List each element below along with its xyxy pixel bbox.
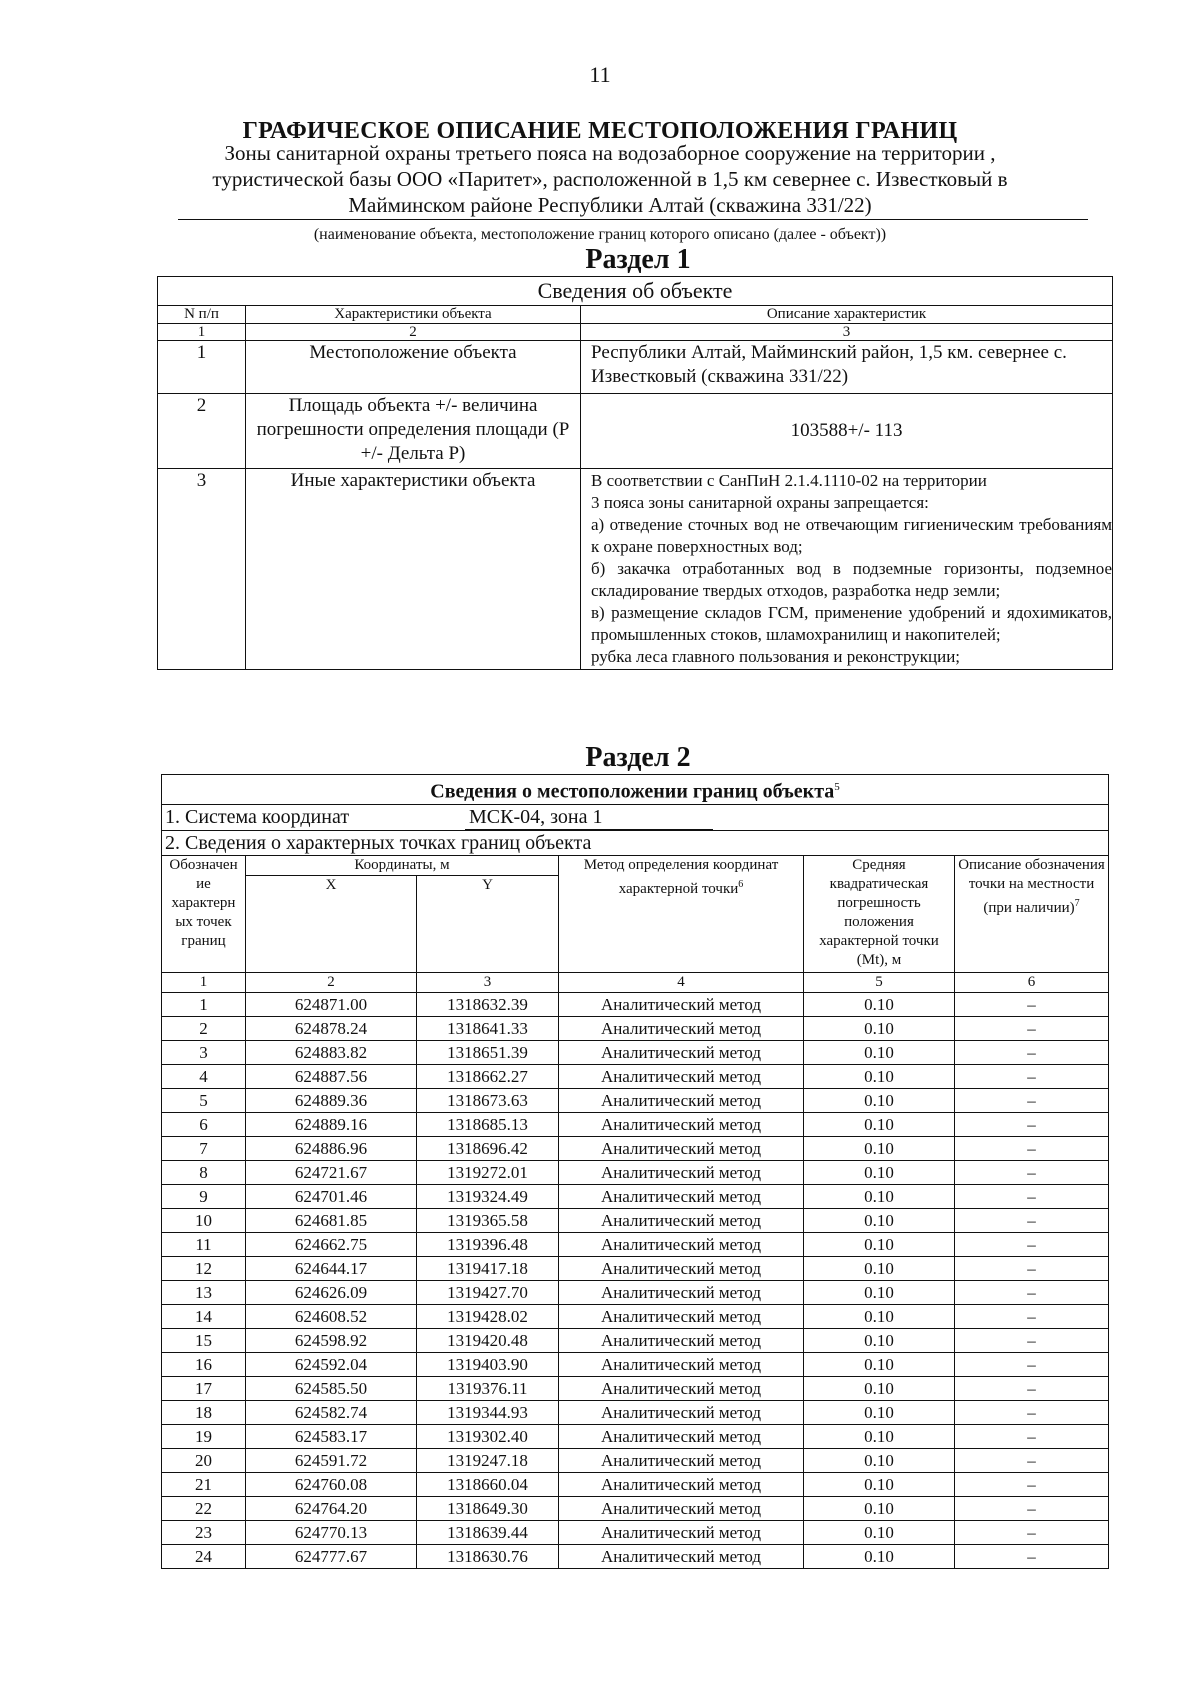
- coordinate-system-value: МСК-04, зона 1: [465, 805, 713, 830]
- point-method: Аналитический метод: [559, 1040, 804, 1064]
- point-error: 0.10: [804, 1256, 955, 1280]
- point-x: 624582.74: [246, 1400, 417, 1424]
- point-y: 1319272.01: [417, 1160, 559, 1184]
- point-y: 1319428.02: [417, 1304, 559, 1328]
- table-row: [162, 1040, 1109, 1064]
- object-caption: (наименование объекта, местоположение границ которого описано (далее - объект)): [313, 226, 887, 243]
- col-number: 5: [804, 972, 955, 992]
- subtitle-line-3: Майминском районе Республики Алтай (скважина 331/22): [348, 193, 872, 217]
- point-number: 13: [162, 1280, 246, 1304]
- table-row: [162, 1520, 1109, 1544]
- point-method: Аналитический метод: [559, 1280, 804, 1304]
- point-error: 0.10: [804, 1232, 955, 1256]
- point-number: 23: [162, 1520, 246, 1544]
- point-y: 1318649.30: [417, 1496, 559, 1520]
- point-number: 24: [162, 1544, 246, 1568]
- point-number: 8: [162, 1160, 246, 1184]
- point-error: 0.10: [804, 1304, 955, 1328]
- restriction-line: а) отведение сточных вод не отвечающим гигиеническим требованиям к охране поверхностных вод;: [591, 515, 1113, 556]
- point-number: 5: [162, 1088, 246, 1112]
- point-description: –: [955, 1232, 1109, 1256]
- row-name: Площадь объекта +/- величина погрешности определения площади (P +/- Дельта P): [246, 394, 581, 469]
- points-body: [162, 992, 1109, 1568]
- boundary-points-table: [161, 774, 1109, 1569]
- restriction-line: рубка леса главного пользования и реконструкции;: [591, 647, 961, 666]
- point-description: –: [955, 1184, 1109, 1208]
- point-method: Аналитический метод: [559, 1184, 804, 1208]
- subtitle-line-1: Зоны санитарной охраны третьего пояса на водозаборное сооружение на территории ,: [224, 141, 996, 165]
- point-number: 11: [162, 1232, 246, 1256]
- point-y: 1319420.48: [417, 1328, 559, 1352]
- point-x: 624770.13: [246, 1520, 417, 1544]
- point-description: –: [955, 1352, 1109, 1376]
- header-description-text: Описание обозначения точки на местности (при наличии): [958, 856, 1105, 916]
- point-description: –: [955, 1424, 1109, 1448]
- row-value: [581, 469, 1113, 670]
- point-error: 0.10: [804, 1160, 955, 1184]
- row-value: Республики Алтай, Майминский район, 1,5 км. севернее с. Известковый (скважина 331/22): [581, 341, 1113, 394]
- point-description: –: [955, 1064, 1109, 1088]
- point-x: 624591.72: [246, 1448, 417, 1472]
- subtitle-line-2: туристической базы ООО «Паритет», расположенной в 1,5 км севернее с. Известковый в: [212, 167, 1008, 191]
- point-error: 0.10: [804, 1064, 955, 1088]
- point-description: –: [955, 992, 1109, 1016]
- point-error: 0.10: [804, 1280, 955, 1304]
- header-coordinates: Координаты, м: [246, 855, 559, 875]
- point-number: 9: [162, 1184, 246, 1208]
- table-row: [162, 1544, 1109, 1568]
- point-number: 7: [162, 1136, 246, 1160]
- point-y: 1319365.58: [417, 1208, 559, 1232]
- point-description: –: [955, 1016, 1109, 1040]
- table-row: [162, 1472, 1109, 1496]
- point-method: Аналитический метод: [559, 1232, 804, 1256]
- row-number: 1: [158, 341, 246, 394]
- point-error: 0.10: [804, 1376, 955, 1400]
- point-method: Аналитический метод: [559, 1304, 804, 1328]
- point-x: 624701.46: [246, 1184, 417, 1208]
- point-y: 1319403.90: [417, 1352, 559, 1376]
- point-number: 17: [162, 1376, 246, 1400]
- document-title: ГРАФИЧЕСКОЕ ОПИСАНИЕ МЕСТОПОЛОЖЕНИЯ ГРАНИЦ: [242, 118, 958, 144]
- point-error: 0.10: [804, 1472, 955, 1496]
- point-x: 624585.50: [246, 1376, 417, 1400]
- point-method: Аналитический метод: [559, 1424, 804, 1448]
- point-x: 624764.20: [246, 1496, 417, 1520]
- row-name: Местоположение объекта: [246, 341, 581, 394]
- table-row: [162, 1088, 1109, 1112]
- point-y: 1319302.40: [417, 1424, 559, 1448]
- point-description: –: [955, 1328, 1109, 1352]
- point-method: Аналитический метод: [559, 1112, 804, 1136]
- point-error: 0.10: [804, 1448, 955, 1472]
- point-error: 0.10: [804, 1520, 955, 1544]
- header-method-text: Метод определения координат характерной точки: [583, 856, 779, 897]
- point-y: 1319376.11: [417, 1376, 559, 1400]
- point-number: 6: [162, 1112, 246, 1136]
- point-number: 20: [162, 1448, 246, 1472]
- point-x: 624887.56: [246, 1064, 417, 1088]
- header-description: [955, 855, 1109, 972]
- point-description: –: [955, 1040, 1109, 1064]
- col-number: 3: [581, 324, 1113, 341]
- point-x: 624626.09: [246, 1280, 417, 1304]
- table-row: [162, 1376, 1109, 1400]
- point-error: 0.10: [804, 1400, 955, 1424]
- point-x: 624644.17: [246, 1256, 417, 1280]
- point-description: –: [955, 1376, 1109, 1400]
- table-row: [162, 992, 1109, 1016]
- point-y: 1318651.39: [417, 1040, 559, 1064]
- point-method: Аналитический метод: [559, 1016, 804, 1040]
- point-method: Аналитический метод: [559, 1136, 804, 1160]
- table-row: [162, 1136, 1109, 1160]
- object-row-other: [158, 469, 1113, 670]
- boundary-table-title-text: Сведения о местоположении границ объекта: [430, 780, 835, 803]
- col-number: 2: [246, 972, 417, 992]
- point-x: 624760.08: [246, 1472, 417, 1496]
- section1-heading: Раздел 1: [585, 244, 691, 275]
- col-header-number: N п/п: [158, 306, 246, 324]
- point-y: 1319417.18: [417, 1256, 559, 1280]
- point-method: Аналитический метод: [559, 1352, 804, 1376]
- point-error: 0.10: [804, 1184, 955, 1208]
- point-description: –: [955, 1472, 1109, 1496]
- table-row: [162, 1112, 1109, 1136]
- point-error: 0.10: [804, 1352, 955, 1376]
- object-row-area: [158, 394, 1113, 469]
- table-row: [162, 1232, 1109, 1256]
- point-method: Аналитический метод: [559, 1472, 804, 1496]
- point-method: Аналитический метод: [559, 1328, 804, 1352]
- point-y: 1319396.48: [417, 1232, 559, 1256]
- table-row: [162, 1424, 1109, 1448]
- point-y: 1318632.39: [417, 992, 559, 1016]
- point-number: 3: [162, 1040, 246, 1064]
- point-number: 21: [162, 1472, 246, 1496]
- point-number: 1: [162, 992, 246, 1016]
- table-row: [162, 1280, 1109, 1304]
- footnote-ref: 6: [738, 878, 744, 890]
- footnote-ref: 5: [834, 781, 840, 793]
- table-row: [162, 1208, 1109, 1232]
- point-y: 1318673.63: [417, 1088, 559, 1112]
- point-x: 624608.52: [246, 1304, 417, 1328]
- point-error: 0.10: [804, 1112, 955, 1136]
- col-header-description: Описание характеристик: [581, 306, 1113, 324]
- point-y: 1318662.27: [417, 1064, 559, 1088]
- point-y: 1318685.13: [417, 1112, 559, 1136]
- point-number: 2: [162, 1016, 246, 1040]
- point-y: 1319344.93: [417, 1400, 559, 1424]
- point-error: 0.10: [804, 1544, 955, 1568]
- table-row: [162, 1304, 1109, 1328]
- point-method: Аналитический метод: [559, 1496, 804, 1520]
- point-description: –: [955, 1496, 1109, 1520]
- point-description: –: [955, 1448, 1109, 1472]
- table-row: [162, 1328, 1109, 1352]
- point-x: 624662.75: [246, 1232, 417, 1256]
- point-error: 0.10: [804, 1136, 955, 1160]
- subtitle-underline: [178, 219, 1088, 220]
- header-designation: Обозначен ие характерн ых точек границ: [162, 855, 246, 972]
- restriction-line: 3 пояса зоны санитарной охраны запрещается:: [591, 493, 929, 512]
- table-row: [162, 1496, 1109, 1520]
- point-method: Аналитический метод: [559, 1208, 804, 1232]
- table-row: [162, 1352, 1109, 1376]
- coordinate-system-row: [162, 804, 1109, 830]
- point-x: 624681.85: [246, 1208, 417, 1232]
- object-info-title: Сведения об объекте: [158, 277, 1113, 306]
- point-method: Аналитический метод: [559, 1376, 804, 1400]
- col-number: 1: [158, 324, 246, 341]
- point-method: Аналитический метод: [559, 1448, 804, 1472]
- point-y: 1318696.42: [417, 1136, 559, 1160]
- point-y: 1318660.04: [417, 1472, 559, 1496]
- row-value: 103588+/- 113: [581, 394, 1113, 469]
- point-description: –: [955, 1136, 1109, 1160]
- point-x: 624583.17: [246, 1424, 417, 1448]
- point-description: –: [955, 1112, 1109, 1136]
- header-y: Y: [417, 875, 559, 972]
- point-x: 624889.16: [246, 1112, 417, 1136]
- table-row: [162, 1160, 1109, 1184]
- header-method: [559, 855, 804, 972]
- point-x: 624886.96: [246, 1136, 417, 1160]
- restriction-line: в) размещение складов ГСМ, применение удобрений и ядохимикатов, промышленных стоков, шламохранилищ и накопителей;: [591, 603, 1113, 644]
- table-row: [162, 1256, 1109, 1280]
- table-row: [162, 1184, 1109, 1208]
- point-x: 624889.36: [246, 1088, 417, 1112]
- table-row: [162, 1016, 1109, 1040]
- point-method: Аналитический метод: [559, 1400, 804, 1424]
- object-info-table: [157, 276, 1113, 670]
- point-method: Аналитический метод: [559, 1544, 804, 1568]
- point-description: –: [955, 1544, 1109, 1568]
- point-description: –: [955, 1304, 1109, 1328]
- point-description: –: [955, 1208, 1109, 1232]
- point-number: 15: [162, 1328, 246, 1352]
- point-number: 4: [162, 1064, 246, 1088]
- point-error: 0.10: [804, 1424, 955, 1448]
- table-row: [162, 1064, 1109, 1088]
- point-description: –: [955, 1256, 1109, 1280]
- row-name: Иные характеристики объекта: [246, 469, 581, 670]
- footnote-ref: 7: [1074, 897, 1080, 909]
- point-x: 624721.67: [246, 1160, 417, 1184]
- point-error: 0.10: [804, 1496, 955, 1520]
- restriction-line: В соответствии с СанПиН 2.1.4.1110-02 на территории: [591, 471, 987, 490]
- point-error: 0.10: [804, 1208, 955, 1232]
- point-x: 624592.04: [246, 1352, 417, 1376]
- point-number: 14: [162, 1304, 246, 1328]
- point-y: 1319324.49: [417, 1184, 559, 1208]
- col-number: 2: [246, 324, 581, 341]
- point-number: 12: [162, 1256, 246, 1280]
- header-error: Средняя квадратическая погрешность положения характерной точки (Mt), м: [804, 855, 955, 972]
- header-x: X: [246, 875, 417, 972]
- row-number: 2: [158, 394, 246, 469]
- page-number: 11: [589, 62, 611, 87]
- point-error: 0.10: [804, 1040, 955, 1064]
- point-y: 1318641.33: [417, 1016, 559, 1040]
- point-description: –: [955, 1280, 1109, 1304]
- section2-heading: Раздел 2: [585, 742, 691, 773]
- col-number: 1: [162, 972, 246, 992]
- point-method: Аналитический метод: [559, 1520, 804, 1544]
- point-error: 0.10: [804, 992, 955, 1016]
- col-number: 3: [417, 972, 559, 992]
- point-error: 0.10: [804, 1328, 955, 1352]
- point-number: 10: [162, 1208, 246, 1232]
- point-method: Аналитический метод: [559, 1064, 804, 1088]
- point-number: 18: [162, 1400, 246, 1424]
- restriction-line: б) закачка отработанных вод в подземные горизонты, подземное складирование твердых отходов, разработка недр земли;: [591, 559, 1113, 600]
- point-x: 624878.24: [246, 1016, 417, 1040]
- point-description: –: [955, 1400, 1109, 1424]
- point-error: 0.10: [804, 1016, 955, 1040]
- coordinate-system-label: 1. Система координат: [165, 805, 350, 828]
- point-method: Аналитический метод: [559, 1256, 804, 1280]
- point-x: 624883.82: [246, 1040, 417, 1064]
- point-x: 624598.92: [246, 1328, 417, 1352]
- point-error: 0.10: [804, 1088, 955, 1112]
- point-number: 22: [162, 1496, 246, 1520]
- table-row: [162, 1400, 1109, 1424]
- point-x: 624871.00: [246, 992, 417, 1016]
- point-y: 1319247.18: [417, 1448, 559, 1472]
- point-method: Аналитический метод: [559, 992, 804, 1016]
- point-y: 1319427.70: [417, 1280, 559, 1304]
- boundary-table-title: [162, 775, 1109, 805]
- row-number: 3: [158, 469, 246, 670]
- col-number: 4: [559, 972, 804, 992]
- point-description: –: [955, 1520, 1109, 1544]
- point-number: 19: [162, 1424, 246, 1448]
- point-method: Аналитический метод: [559, 1088, 804, 1112]
- point-description: –: [955, 1160, 1109, 1184]
- point-description: –: [955, 1088, 1109, 1112]
- point-y: 1318630.76: [417, 1544, 559, 1568]
- point-number: 16: [162, 1352, 246, 1376]
- col-header-characteristic: Характеристики объекта: [246, 306, 581, 324]
- object-row-location: [158, 341, 1113, 394]
- points-label: 2. Сведения о характерных точках границ объекта: [162, 830, 1109, 855]
- point-method: Аналитический метод: [559, 1160, 804, 1184]
- point-x: 624777.67: [246, 1544, 417, 1568]
- point-y: 1318639.44: [417, 1520, 559, 1544]
- table-row: [162, 1448, 1109, 1472]
- col-number: 6: [955, 972, 1109, 992]
